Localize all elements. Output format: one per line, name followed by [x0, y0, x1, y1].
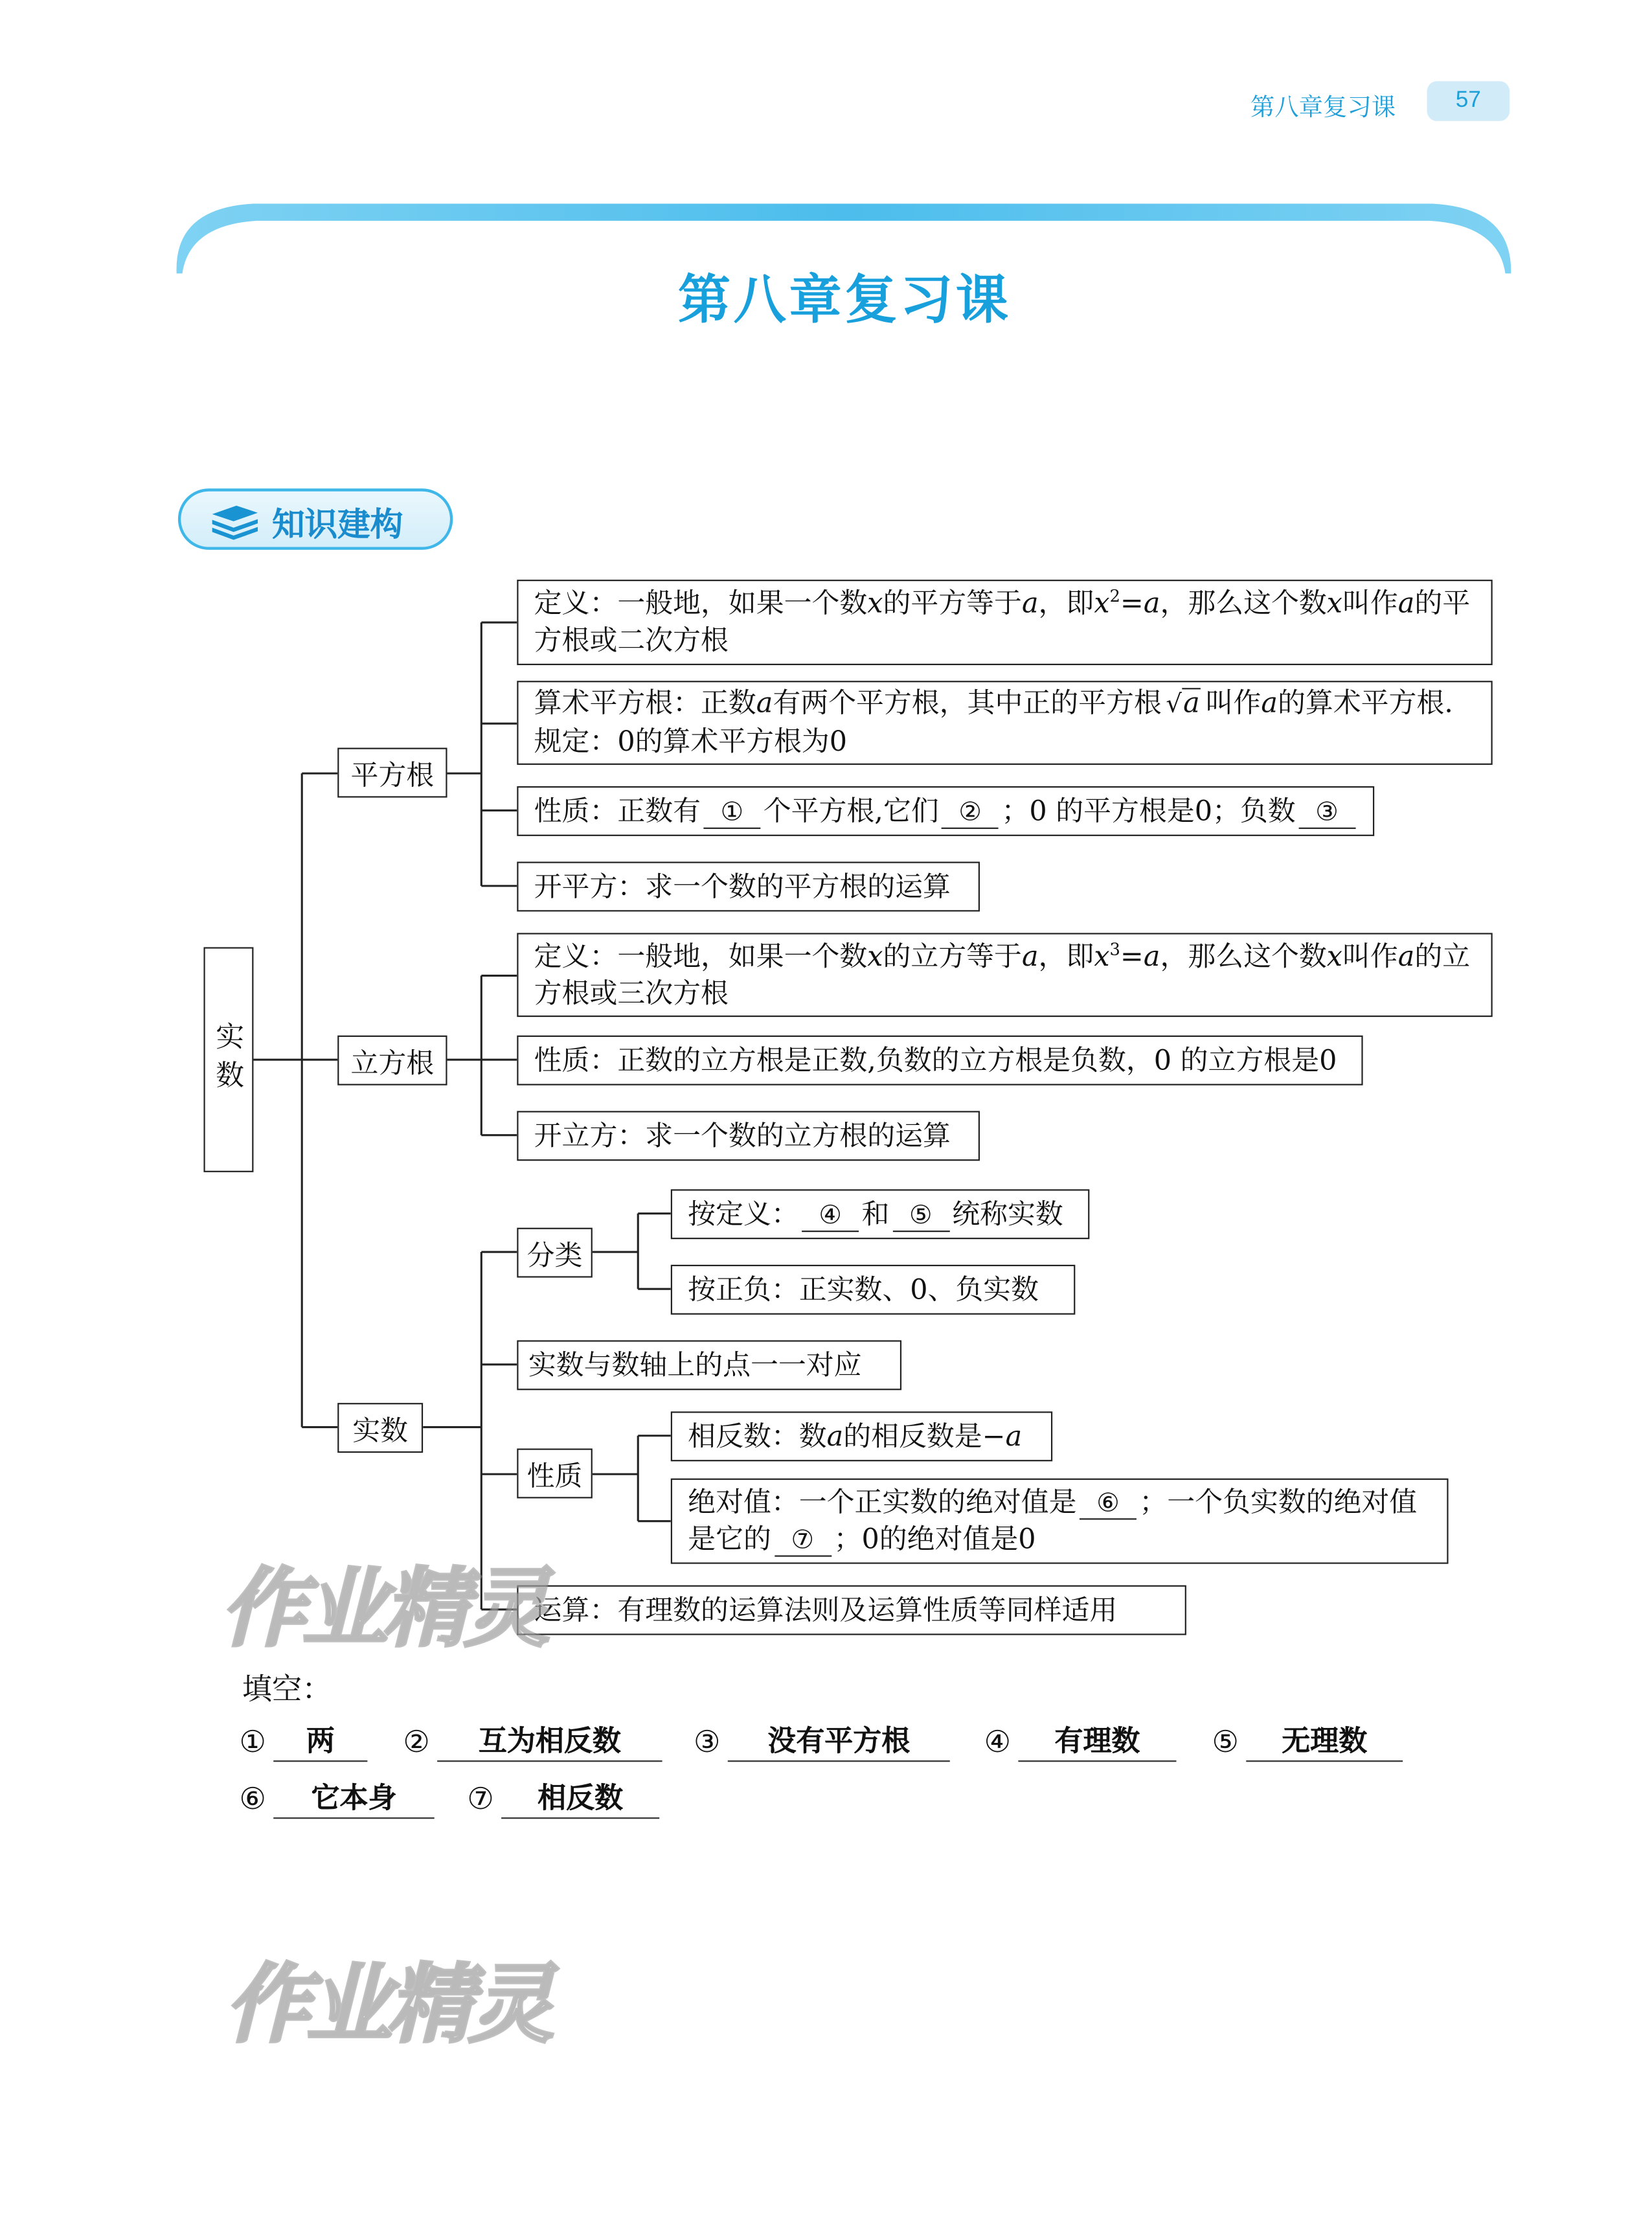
text-run: 的立方等于 — [883, 939, 1022, 972]
concept-box-cube-root-definition — [517, 933, 1492, 1017]
answer-number: ② — [403, 1725, 430, 1759]
root-node-label: 实数 — [210, 1021, 245, 1098]
text-line — [534, 1592, 1177, 1629]
text-run: 性质：正数的立方根是正数,负数的立方根是负数，0 的立方根是0 — [534, 1043, 1337, 1076]
text-run: 个平方根,它们 — [763, 794, 939, 827]
text-run: 规定：0的算术平方根为0 — [534, 725, 848, 758]
answer-number: ⑥ — [239, 1782, 266, 1816]
text-run: = — [1120, 939, 1144, 972]
math-variable: x — [1094, 587, 1110, 620]
text-run: 叫作 — [1205, 686, 1262, 720]
math-variable: a — [1005, 1419, 1023, 1453]
text-line — [534, 622, 1483, 659]
text-run: 的相反数是− — [843, 1419, 1006, 1453]
text-run: 按定义： — [688, 1197, 799, 1230]
answer-text: 互为相反数 — [437, 1721, 662, 1762]
concept-box-number-line — [517, 1340, 901, 1390]
math-variable: x — [1326, 939, 1342, 972]
page-title: 第八章复习课 — [677, 269, 1012, 331]
running-header-chapter: 第八章复习课 — [1250, 94, 1396, 123]
section-label-text: 知识建构 — [272, 506, 403, 545]
text-run: 的立 — [1414, 939, 1471, 972]
answer-text: 有理数 — [1018, 1721, 1176, 1762]
page-number: 57 — [1455, 88, 1481, 113]
answer-text: 相反数 — [501, 1778, 659, 1819]
text-line — [688, 1196, 1080, 1232]
text-run: ，即 — [1038, 939, 1094, 972]
concept-box-square-root-operation — [517, 861, 980, 911]
math-variable: a — [1021, 587, 1039, 620]
math-variable: x — [867, 587, 883, 620]
math-variable: a — [1261, 686, 1278, 720]
text-run: ；0的绝对值是0 — [833, 1522, 1036, 1556]
sub-branch-properties: 性质 — [517, 1449, 593, 1499]
text-line — [688, 1418, 1043, 1455]
answer-item — [984, 1719, 1177, 1762]
text-run: ，那么这个数 — [1160, 587, 1327, 620]
text-line — [534, 723, 1483, 760]
answer-item — [1212, 1719, 1403, 1762]
text-run: ，那么这个数 — [1160, 939, 1327, 972]
answer-text: 两 — [273, 1721, 367, 1762]
answer-item — [694, 1719, 950, 1762]
text-run: 按正负：正实数、0、负实数 — [688, 1272, 1039, 1306]
text-run: 的平方等于 — [883, 587, 1022, 620]
answer-text: 无理数 — [1246, 1721, 1403, 1762]
text-run: 统称实数 — [952, 1197, 1063, 1230]
math-variable: a — [826, 1419, 844, 1453]
answer-blank: ② — [942, 797, 999, 828]
concept-box-square-root-definition — [517, 580, 1492, 665]
concept-box-cube-root-property — [517, 1036, 1363, 1085]
text-run: 算术平方根：正数 — [534, 686, 756, 720]
concept-box-classify-by-definition — [671, 1189, 1090, 1239]
answer-number: ① — [239, 1725, 266, 1759]
answer-blank: ① — [703, 797, 760, 828]
concept-box-cube-root-operation — [517, 1111, 980, 1161]
branch-square-root: 平方根 — [337, 748, 447, 798]
text-run: 是它的 — [688, 1522, 771, 1556]
answer-item — [403, 1719, 662, 1762]
text-run: 开立方：求一个数的立方根的运算 — [534, 1119, 951, 1152]
sub-branch-classification: 分类 — [517, 1228, 593, 1278]
text-line — [534, 1042, 1353, 1079]
text-line — [534, 1117, 970, 1154]
text-run: 开平方：求一个数的平方根的运算 — [534, 869, 951, 903]
text-run: 有两个平方根，其中正的平方根 — [773, 686, 1162, 720]
answer-number: ⑤ — [1212, 1725, 1239, 1759]
answer-blank: ⑤ — [892, 1200, 949, 1231]
answer-blank: ③ — [1298, 797, 1355, 828]
branch-cube-root: 立方根 — [337, 1036, 447, 1085]
text-run: 绝对值：一个正实数的绝对值是 — [688, 1485, 1077, 1519]
answer-number: ④ — [984, 1725, 1012, 1759]
text-run: 和 — [861, 1197, 890, 1230]
answer-blank: ⑥ — [1080, 1488, 1137, 1519]
concept-box-operations — [517, 1585, 1186, 1635]
answer-item — [239, 1776, 434, 1819]
text-run: 性质：正数有 — [534, 794, 701, 827]
concept-box-opposite-number — [671, 1411, 1052, 1461]
text-line — [534, 938, 1483, 975]
answer-number: ③ — [693, 1725, 721, 1759]
text-line — [534, 585, 1483, 622]
watermark: 作业精灵 — [220, 1560, 546, 1659]
math-variable: a — [1397, 939, 1415, 972]
math-variable: a — [1397, 587, 1415, 620]
radicand: a — [1182, 688, 1201, 718]
concept-box-classify-by-sign — [671, 1265, 1076, 1315]
concept-box-square-root-property — [517, 786, 1374, 836]
text-line — [528, 1346, 892, 1383]
text-run: 叫作 — [1342, 587, 1398, 620]
text-line — [534, 868, 970, 905]
text-run: 的平 — [1414, 587, 1471, 620]
math-variable: x — [1326, 587, 1342, 620]
math-variable: a — [756, 686, 773, 720]
text-line — [534, 793, 1364, 830]
math-variable: a — [1143, 939, 1160, 972]
fill-in-label: 填空： — [242, 1672, 332, 1707]
answer-number: ⑦ — [467, 1782, 494, 1816]
radical-sign: √ — [1166, 690, 1182, 720]
text-run: 方根或二次方根 — [534, 624, 729, 657]
math-variable: a — [1021, 939, 1039, 972]
text-line — [688, 1271, 1065, 1308]
concept-box-absolute-value — [671, 1479, 1449, 1564]
answer-item — [239, 1719, 367, 1762]
exponent: 3 — [1109, 938, 1120, 959]
text-run: 叫作 — [1342, 939, 1398, 972]
branch-real-number: 实数 — [337, 1403, 423, 1453]
answer-blank: ④ — [802, 1200, 859, 1231]
math-variable: a — [1143, 587, 1160, 620]
root-node — [203, 947, 253, 1172]
answer-text: 它本身 — [273, 1778, 435, 1819]
text-run: 定义：一般地，如果一个数 — [534, 939, 868, 972]
text-run: ，即 — [1038, 587, 1094, 620]
text-line — [688, 1484, 1438, 1521]
text-run: ；一个负实数的绝对值 — [1139, 1485, 1418, 1519]
text-line — [534, 975, 1483, 1012]
answer-text: 没有平方根 — [728, 1721, 950, 1762]
math-variable: x — [867, 939, 883, 972]
math-variable: x — [1094, 939, 1110, 972]
exponent: 2 — [1109, 585, 1120, 606]
text-run: 运算：有理数的运算法则及运算性质等同样适用 — [534, 1593, 1118, 1626]
answer-blank: ⑦ — [774, 1525, 831, 1556]
text-line — [534, 685, 1483, 723]
text-run: 的算术平方根. — [1277, 686, 1453, 720]
concept-box-arithmetic-square-root — [517, 681, 1492, 765]
watermark: 作业精灵 — [225, 1955, 550, 2056]
text-run: = — [1120, 587, 1144, 620]
text-run: 实数与数轴上的点一一对应 — [528, 1348, 862, 1381]
text-run: 方根或三次方根 — [534, 976, 729, 1010]
text-run: 定义：一般地，如果一个数 — [534, 587, 868, 620]
answer-item — [467, 1776, 659, 1819]
text-line — [688, 1521, 1438, 1558]
text-run: 相反数：数 — [688, 1419, 827, 1453]
text-run: ；0 的平方根是0；负数 — [1001, 794, 1296, 827]
